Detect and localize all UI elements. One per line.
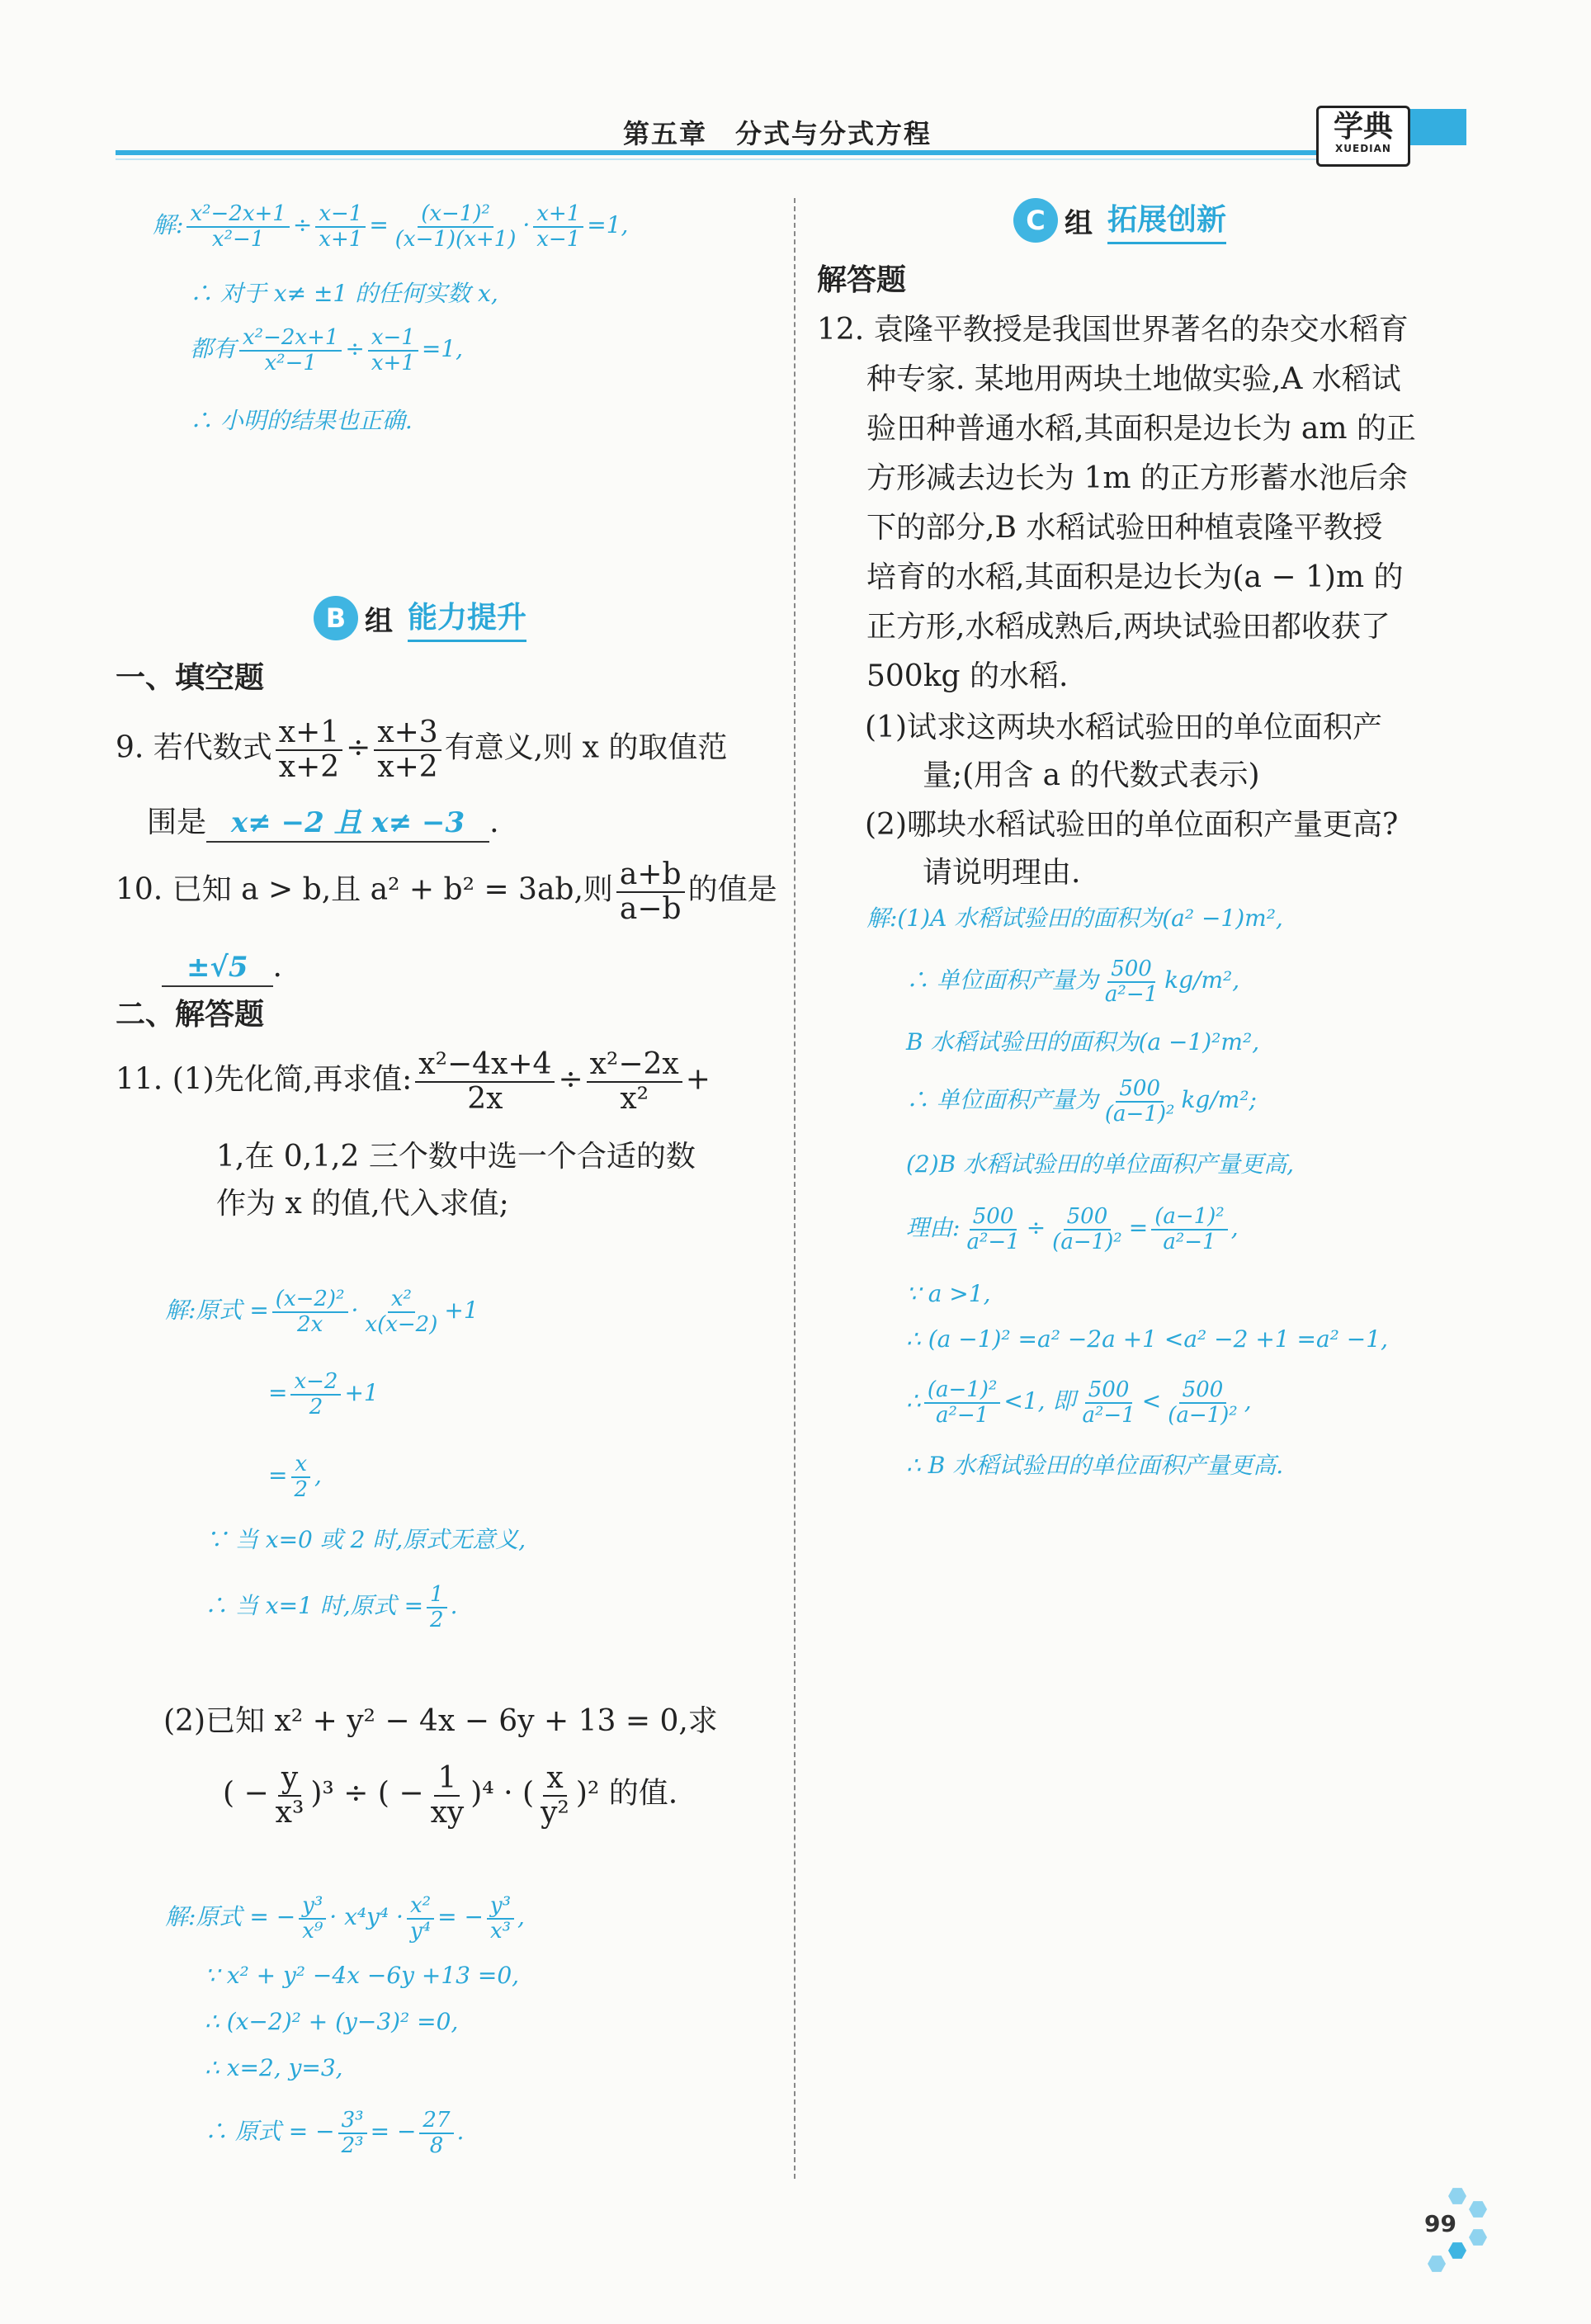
- question-10-line-1: 10. 已知 a > b,且 a² + b² = 3ab,则 $\frac{a+b}{a-b}$ 的值是: [116, 857, 777, 926]
- q12-solution-line-8: ∴ (a −1)² =a² −2a +1 <a² −2 +1 =a² −1,: [906, 1325, 1388, 1353]
- logo-band: [1407, 109, 1466, 145]
- question-12-line-6: 培育的水稻,其面积是边长为(a − 1)m 的: [866, 560, 1404, 594]
- question-11-part-2-line-2: ( − $\frac{y}{\text{x³}}$ )³ ÷ ( − $\frac{1}{xy}$ )⁴ · ( $\frac{x}{\text{y²}}$ )² 的值.: [223, 1761, 678, 1830]
- question-11-part-1-line-2: 1,在 0,1,2 三个数中选一个合适的数: [216, 1140, 696, 1174]
- q11-solution-line-4: ∵ 当 x=0 或 2 时,原式无意义,: [205, 1526, 526, 1553]
- left-solution-line-4: ∴ 小明的结果也正确.: [190, 407, 413, 434]
- question-9-answer: x≠ −2 且 x≠ −3: [206, 806, 489, 843]
- question-12-sub-2-line-2: 请说明理由.: [923, 856, 1081, 890]
- hexagon-decoration-icon: [1469, 2200, 1487, 2218]
- question-9-line-2: 围是 x≠ −2 且 x≠ −3 .: [147, 805, 499, 841]
- q12-solution-line-3: B 水稻试验田的面积为(a −1)²m²,: [906, 1028, 1260, 1056]
- question-11-part-1-line-3: 作为 x 的值,代入求值;: [216, 1187, 509, 1221]
- q11-2-solution-line-1: 解:原式 = − $\frac{\text{y³}}{\text{x⁹}}$ · x⁴y⁴ · $\frac{\text{x²}}{\text{y⁴}}$ = − $\frac{\text{y³}}{\text{x³}}$ ,: [165, 1893, 525, 1944]
- question-12-sub-1-line-1: (1)试求这两块水稻试验田的单位面积产: [865, 711, 1382, 744]
- hexagon-decoration-icon: [1448, 2241, 1466, 2260]
- question-11-part-2-line-1: (2)已知 x² + y² − 4x − 6y + 13 = 0,求: [163, 1704, 718, 1738]
- header-rule-light: [116, 158, 1333, 160]
- xuedian-logo: [1316, 106, 1410, 167]
- q12-solution-line-7: ∵ a >1,: [906, 1280, 991, 1307]
- header-rule: [116, 150, 1333, 155]
- question-12-line-2: 种专家. 某地用两块土地做实验,A 水稻试: [866, 362, 1401, 396]
- q11-2-solution-line-3: ∴ (x−2)² + (y−3)² =0,: [205, 2008, 459, 2035]
- hexagon-decoration-icon: [1469, 2228, 1487, 2246]
- question-10-line-2: ±√5 .: [162, 949, 282, 985]
- left-solution-line-1: 解: $\frac{\text{x²−2x+1}}{\text{x²−1}}$ ÷ $\frac{x-1}{x+1}$ = $\frac{\text{(x−1)²}}{(x-1)(x+1)}$ · $\frac{x+1}{x-1}$ =1,: [153, 201, 629, 252]
- section-c-letter: C: [1013, 198, 1058, 243]
- chapter-title: 第五章 分式与分式方程: [623, 118, 932, 149]
- question-12-line-8: 500kg 的水稻.: [866, 659, 1069, 693]
- q11-solution-line-2: = $\frac{x-2}{2}$ +1: [268, 1369, 379, 1419]
- q11-2-solution-line-5: ∴ 原式 = − $\frac{\text{3³}}{\text{2³}}$ = − $\frac{27}{8}$ .: [205, 2108, 465, 2158]
- q11-2-solution-line-2: ∵ x² + y² −4x −6y +13 =0,: [205, 1962, 520, 1989]
- q11-solution-line-1: 解:原式 = $\frac{\text{(x−2)²}}{2x}$ · $\frac{\text{x²}}{x(x-2)}$ +1: [165, 1287, 479, 1337]
- column-divider: [794, 198, 796, 2179]
- q11-2-solution-line-4: ∴ x=2, y=3,: [205, 2054, 343, 2081]
- section-c-group: 组: [1065, 206, 1093, 240]
- q12-solution-line-6: 理由: $\frac{500}{\text{a²−1}}$ ÷ $\frac{500}{\text{(a−1)²}}$ = $\frac{\text{(a−1)²}}{\text{a²−1}}$ ,: [906, 1204, 1239, 1254]
- section-b-group: 组: [365, 604, 393, 638]
- question-10-answer: ±√5: [162, 951, 273, 987]
- section-c-heading: 解答题: [817, 263, 907, 297]
- question-9-line-1: 9. 若代数式 $\frac{x+1}{x+2}$ ÷ $\frac{x+3}{x+2}$ 有意义,则 x 的取值范: [116, 716, 728, 784]
- section-b-letter: B: [314, 596, 358, 640]
- logo-sub-text: XUEDIAN: [1335, 143, 1391, 154]
- question-12-line-5: 下的部分,B 水稻试验田种植袁隆平教授: [866, 511, 1383, 545]
- section-b-title: 能力提升: [408, 594, 526, 642]
- logo-main-text: 学典: [1333, 109, 1393, 144]
- q12-solution-line-5: (2)B 水稻试验田的单位面积产量更高,: [906, 1150, 1295, 1178]
- page-number: 99: [1424, 2210, 1456, 2237]
- hexagon-decoration-icon: [1448, 2187, 1466, 2205]
- left-solution-line-2: ∴ 对于 x≠ ±1 的任何实数 x,: [190, 280, 498, 307]
- question-12-line-1: 12. 袁隆平教授是我国世界著名的杂交水稻育: [817, 313, 1409, 347]
- q12-solution-line-4: ∴ 单位面积产量为 $\frac{500}{\text{(a−1)²}}$ kg/m²;: [906, 1076, 1257, 1127]
- q11-solution-line-5: ∴ 当 x=1 时,原式 = $\frac{1}{2}$ .: [205, 1582, 458, 1632]
- question-12-line-4: 方形减去边长为 1m 的正方形蓄水池后余: [866, 461, 1408, 495]
- left-solution-line-3: 都有 $\frac{\text{x²−2x+1}}{\text{x²−1}}$ ÷ $\frac{x-1}{x+1}$ =1,: [190, 325, 464, 376]
- q12-solution-line-2: ∴ 单位面积产量为 $\frac{500}{\text{a²−1}}$ kg/m²,: [906, 957, 1240, 1007]
- section-c-title: 拓展创新: [1107, 196, 1226, 244]
- question-12-sub-1-line-2: 量;(用含 a 的代数式表示): [923, 758, 1260, 792]
- q12-solution-line-9: ∴ $\frac{\text{(a−1)²}}{\text{a²−1}}$ <1, 即 $\frac{500}{\text{a²−1}}$ < $\frac{500}{\text{(a−1)²}}$ ,: [906, 1377, 1252, 1428]
- question-11-part-1-line-1: 11. (1)先化简,再求值: $\frac{\text{x²−4x+4}}{2x}$ ÷ $\frac{\text{x²−2x}}{\text{x²}}$ +: [116, 1047, 711, 1116]
- question-12-line-3: 验田种普通水稻,其面积是边长为 am 的正: [866, 412, 1416, 446]
- section-b-badge: [314, 594, 526, 642]
- hexagon-decoration-icon: [1428, 2255, 1446, 2273]
- solve-heading: 二、解答题: [116, 998, 265, 1032]
- question-12-line-7: 正方形,水稻成熟后,两块试验田都收获了: [866, 610, 1390, 644]
- q12-solution-line-1: 解:(1)A 水稻试验田的面积为(a² −1)m²,: [866, 905, 1283, 932]
- q12-solution-line-10: ∴ B 水稻试验田的单位面积产量更高.: [906, 1452, 1284, 1479]
- fill-in-heading: 一、填空题: [116, 661, 265, 695]
- q11-solution-line-3: = $\frac{x}{2}$ ,: [268, 1452, 322, 1502]
- section-c-badge: [1013, 196, 1226, 244]
- question-12-sub-2-line-1: (2)哪块水稻试验田的单位面积产量更高?: [865, 808, 1399, 842]
